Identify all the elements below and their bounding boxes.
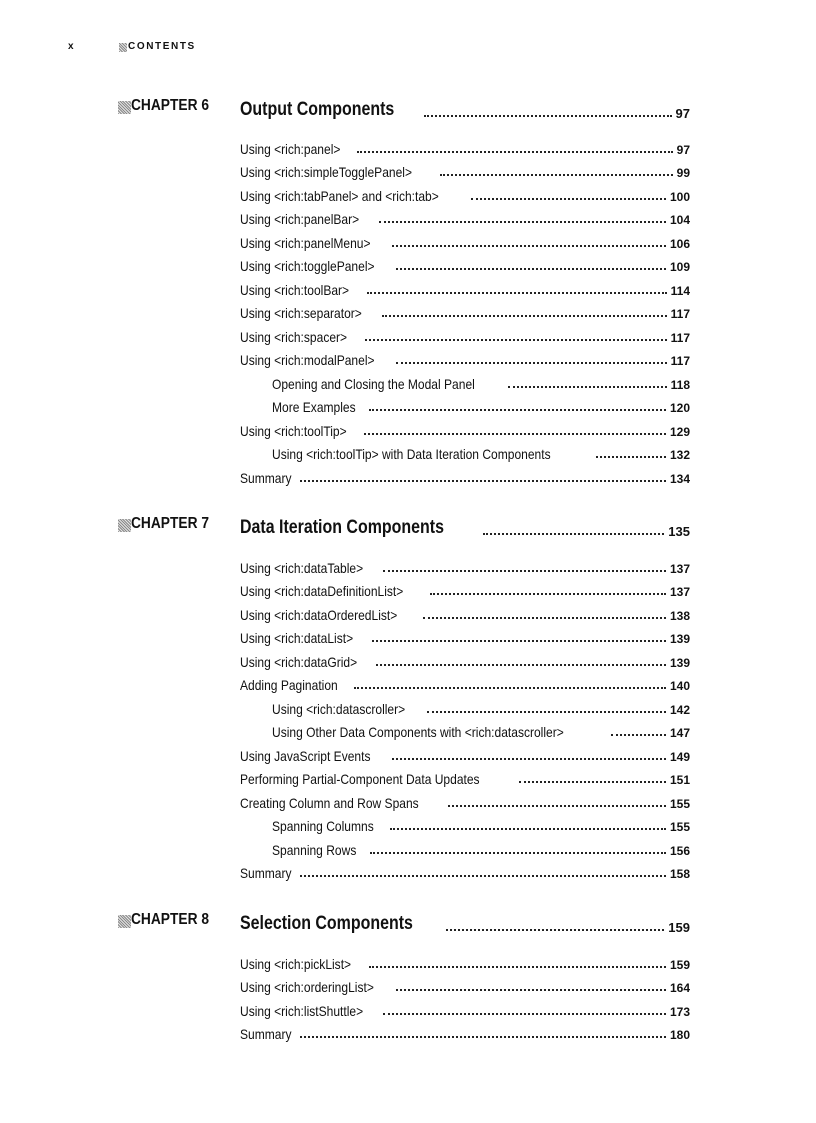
entry-text: Using <rich:toolTip> bbox=[240, 423, 347, 439]
entry-text: Summary bbox=[240, 865, 292, 881]
toc-entry[interactable] bbox=[240, 299, 690, 321]
entry-text: Using <rich:pickList> bbox=[240, 956, 352, 972]
dot-leader bbox=[396, 989, 666, 991]
entry-text: Using <rich:spacer> bbox=[240, 329, 348, 345]
toc-subentry[interactable] bbox=[272, 695, 690, 717]
toc-entry[interactable] bbox=[240, 765, 690, 787]
running-head-label: CONTENTS bbox=[128, 41, 196, 52]
page-ref: 140 bbox=[669, 679, 690, 693]
page-ref: 137 bbox=[669, 585, 690, 599]
dot-leader bbox=[390, 828, 666, 830]
entry-text: Performing Partial-Component Data Updates bbox=[240, 771, 480, 787]
toc-entry[interactable] bbox=[240, 601, 690, 623]
page-ref: 134 bbox=[669, 472, 690, 486]
page-ref: 147 bbox=[669, 726, 690, 740]
entry-text: Using <rich:dataGrid> bbox=[240, 654, 358, 670]
page-ref: 142 bbox=[669, 703, 690, 717]
entry-text: Using <rich:dataTable> bbox=[240, 560, 364, 576]
page-ref: 173 bbox=[669, 1005, 690, 1019]
dot-leader bbox=[423, 617, 666, 619]
page-ref: 117 bbox=[670, 331, 690, 345]
entry-text: Using <rich:datascroller> bbox=[272, 701, 406, 717]
page-ref: 118 bbox=[670, 378, 690, 392]
dot-leader bbox=[364, 433, 666, 435]
page-ref: 114 bbox=[670, 284, 690, 298]
page-ref: 138 bbox=[669, 609, 690, 623]
chapter-title: Output Components bbox=[240, 99, 395, 120]
entry-text: Using Other Data Components with <rich:datascroller> bbox=[272, 724, 564, 740]
toc-subentry[interactable] bbox=[272, 440, 690, 462]
entry-text: Spanning Columns bbox=[272, 818, 374, 834]
chapter-title: Selection Components bbox=[240, 913, 413, 934]
entry-text: Using <rich:dataDefinitionList> bbox=[240, 583, 404, 599]
page-ref: 155 bbox=[669, 820, 690, 834]
dot-leader bbox=[382, 315, 667, 317]
page-ref: 97 bbox=[676, 143, 690, 157]
chapter-label: CHAPTER 6 bbox=[131, 97, 209, 114]
dot-leader bbox=[300, 875, 666, 877]
dot-leader bbox=[369, 409, 666, 411]
dot-leader bbox=[383, 1013, 666, 1015]
toc-entry[interactable] bbox=[240, 742, 690, 764]
dot-leader bbox=[392, 245, 666, 247]
toc-entry[interactable] bbox=[240, 789, 690, 811]
page-ref: 120 bbox=[669, 401, 690, 415]
chapter-marker-icon bbox=[118, 101, 131, 114]
dot-leader bbox=[376, 664, 666, 666]
page-ref: 159 bbox=[669, 958, 690, 972]
toc-entry[interactable] bbox=[240, 950, 690, 972]
dot-leader bbox=[383, 570, 666, 572]
toc-subentry[interactable] bbox=[272, 836, 690, 858]
chapter-title: Data Iteration Components bbox=[240, 517, 444, 538]
page-ref: 106 bbox=[669, 237, 690, 251]
dot-leader bbox=[379, 221, 666, 223]
dot-leader bbox=[427, 711, 666, 713]
dot-leader bbox=[440, 174, 673, 176]
toc-entry[interactable] bbox=[240, 205, 690, 227]
toc-subentry[interactable] bbox=[272, 812, 690, 834]
toc-subentry[interactable] bbox=[272, 718, 690, 740]
entry-text: More Examples bbox=[272, 399, 356, 415]
dot-leader bbox=[424, 115, 672, 117]
page-ref: 129 bbox=[669, 425, 690, 439]
page-ref: 117 bbox=[670, 354, 690, 368]
toc-entry[interactable] bbox=[240, 158, 690, 180]
dot-leader bbox=[519, 781, 666, 783]
entry-text: Opening and Closing the Modal Panel bbox=[272, 376, 475, 392]
entry-text: Using <rich:dataList> bbox=[240, 630, 354, 646]
entry-text: Adding Pagination bbox=[240, 677, 338, 693]
toc-entry[interactable] bbox=[240, 417, 690, 439]
entry-text: Using <rich:modalPanel> bbox=[240, 352, 375, 368]
toc-entry[interactable] bbox=[240, 577, 690, 599]
page-ref: 151 bbox=[669, 773, 690, 787]
page-ref: 135 bbox=[668, 524, 690, 539]
dot-leader bbox=[300, 480, 666, 482]
page-ref: 104 bbox=[669, 213, 690, 227]
entry-text: Using <rich:orderingList> bbox=[240, 979, 374, 995]
dot-leader bbox=[596, 456, 666, 458]
chapter-title-row[interactable] bbox=[240, 909, 690, 935]
chapter-title-row[interactable] bbox=[240, 95, 690, 121]
entry-text: Summary bbox=[240, 1026, 292, 1042]
toc-entry[interactable] bbox=[240, 973, 690, 995]
toc-entry[interactable] bbox=[240, 624, 690, 646]
entry-text: Using <rich:panelMenu> bbox=[240, 235, 371, 251]
toc-entry[interactable] bbox=[240, 346, 690, 368]
entry-text: Using <rich:simpleTogglePanel> bbox=[240, 164, 412, 180]
page-ref: 139 bbox=[669, 656, 690, 670]
dot-leader bbox=[448, 805, 666, 807]
toc-entry[interactable] bbox=[240, 464, 690, 486]
toc-entry[interactable] bbox=[240, 997, 690, 1019]
dot-leader bbox=[369, 966, 666, 968]
dot-leader bbox=[611, 734, 666, 736]
dot-leader bbox=[354, 687, 666, 689]
toc-entry[interactable] bbox=[240, 229, 690, 251]
page-ref: 137 bbox=[669, 562, 690, 576]
dot-leader bbox=[367, 292, 667, 294]
page-ref: 117 bbox=[670, 307, 690, 321]
page-ref: 149 bbox=[669, 750, 690, 764]
chapter-label: CHAPTER 7 bbox=[131, 515, 209, 532]
page-ref: 97 bbox=[675, 106, 690, 121]
page-ref: 158 bbox=[669, 867, 690, 881]
entry-text: Using <rich:togglePanel> bbox=[240, 258, 375, 274]
chapter-marker-icon bbox=[118, 519, 131, 532]
entry-text: Using <rich:tabPanel> and <rich:tab> bbox=[240, 188, 439, 204]
entry-text: Using <rich:dataOrderedList> bbox=[240, 607, 398, 623]
toc-entry[interactable] bbox=[240, 276, 690, 298]
toc-entry[interactable] bbox=[240, 182, 690, 204]
dot-leader bbox=[483, 533, 664, 535]
entry-text: Using JavaScript Events bbox=[240, 748, 371, 764]
toc-subentry[interactable] bbox=[272, 393, 690, 415]
entry-text: Using <rich:listShuttle> bbox=[240, 1003, 364, 1019]
entry-text: Using <rich:toolBar> bbox=[240, 282, 350, 298]
dot-leader bbox=[392, 758, 666, 760]
entry-text: Using <rich:toolTip> with Data Iteration Components bbox=[272, 446, 551, 462]
page-ref: 139 bbox=[669, 632, 690, 646]
dot-leader bbox=[471, 198, 666, 200]
chapter-label: CHAPTER 8 bbox=[131, 911, 209, 928]
toc-entry[interactable] bbox=[240, 671, 690, 693]
dot-leader bbox=[396, 268, 666, 270]
page-ref: 155 bbox=[669, 797, 690, 811]
toc-entry[interactable] bbox=[240, 323, 690, 345]
page-ref: 156 bbox=[669, 844, 690, 858]
chapter-title-row[interactable] bbox=[240, 513, 690, 539]
entry-text: Spanning Rows bbox=[272, 842, 357, 858]
dot-leader bbox=[357, 151, 673, 153]
dot-leader bbox=[396, 362, 666, 364]
page-ref: 180 bbox=[669, 1028, 690, 1042]
dot-leader bbox=[430, 593, 666, 595]
toc-entry[interactable] bbox=[240, 648, 690, 670]
dot-leader bbox=[372, 640, 666, 642]
page-ref: 132 bbox=[669, 448, 690, 462]
dot-leader bbox=[508, 386, 667, 388]
entry-text: Using <rich:separator> bbox=[240, 305, 362, 321]
entry-text: Using <rich:panel> bbox=[240, 141, 341, 157]
entry-text: Creating Column and Row Spans bbox=[240, 795, 419, 811]
page-ref: 164 bbox=[669, 981, 690, 995]
toc-entry[interactable] bbox=[240, 252, 690, 274]
toc-entry[interactable] bbox=[240, 554, 690, 576]
section-marker-icon bbox=[119, 43, 127, 52]
dot-leader bbox=[446, 929, 664, 931]
page-ref: 109 bbox=[669, 260, 690, 274]
running-head bbox=[68, 40, 368, 56]
toc-entry[interactable] bbox=[240, 1020, 690, 1042]
dot-leader bbox=[365, 339, 667, 341]
toc-entry[interactable] bbox=[240, 135, 690, 157]
toc-entry[interactable] bbox=[240, 859, 690, 881]
page-number: x bbox=[68, 41, 74, 52]
page-ref: 159 bbox=[668, 920, 690, 935]
toc-subentry[interactable] bbox=[272, 370, 690, 392]
entry-text: Using <rich:panelBar> bbox=[240, 211, 360, 227]
page-ref: 99 bbox=[676, 166, 690, 180]
page-ref: 100 bbox=[669, 190, 690, 204]
chapter-marker-icon bbox=[118, 915, 131, 928]
dot-leader bbox=[370, 852, 666, 854]
dot-leader bbox=[300, 1036, 666, 1038]
entry-text: Summary bbox=[240, 470, 292, 486]
